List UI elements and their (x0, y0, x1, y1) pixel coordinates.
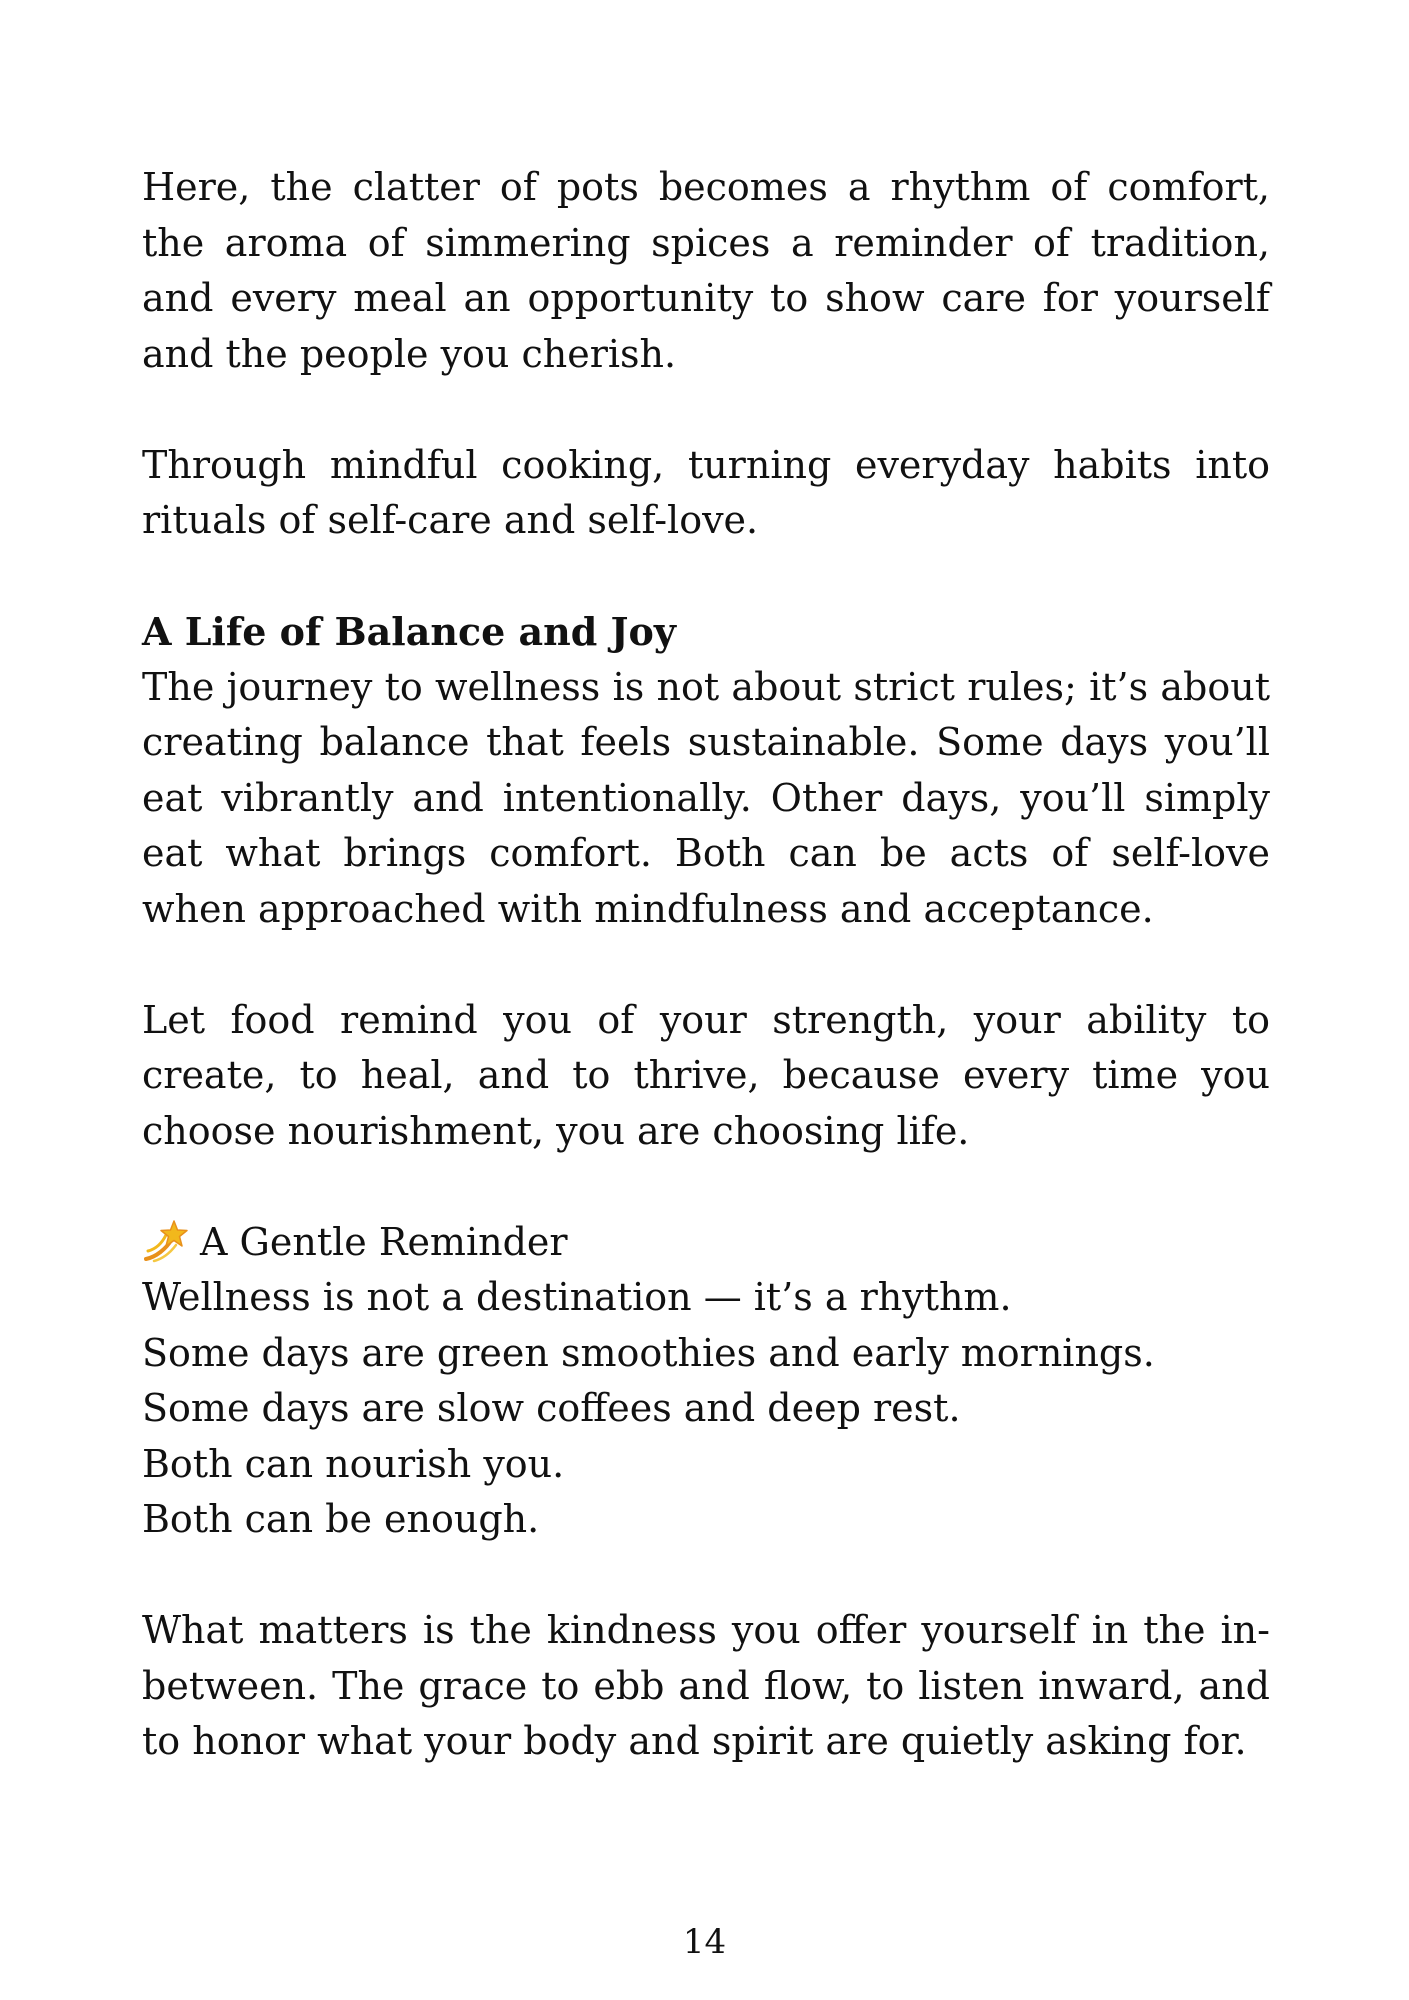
section-heading: A Life of Balance and Joy (142, 609, 676, 654)
reminder-title (142, 1215, 1270, 1271)
reminder-line: Wellness is not a destination — it’s a rhythm. (142, 1275, 1012, 1319)
paragraph-gap (142, 1159, 1270, 1215)
paragraph-kindness: What matters is the kindness you offer yourself in the in-between. The grace to ebb and flow, to listen inward, and to honor what your body and spirit are quietly asking for. (142, 1608, 1270, 1763)
paragraph-mindful-cooking: Through mindful cooking, turning everyday habits into rituals of self-care and self-love. (142, 442, 1270, 542)
paragraph-kitchen-rhythm: Here, the clatter of pots becomes a rhythm of comfort, the aroma of simmering spices a reminder of tradition, and every meal an opportunity to show care for yourself and the people you cherish. (142, 165, 1270, 376)
reminder-line: Both can nourish you. (142, 1441, 565, 1486)
paragraph-gap (142, 1548, 1270, 1604)
page-number: 14 (682, 1922, 727, 1962)
paragraph-gap (142, 382, 1270, 438)
dizzy-star-icon (142, 1219, 188, 1265)
reminder-line: Some days are green smoothies and early mornings. (142, 1330, 1155, 1375)
reminder-line: Both can be enough. (142, 1497, 540, 1541)
reminder-title-text: A Gentle Reminder (200, 1219, 568, 1264)
paragraph-gap (142, 549, 1270, 605)
paragraph-gap (142, 937, 1270, 993)
paragraph-food-strength: Let food remind you of your strength, your ability to create, to heal, and to thrive, because every time you choose nourishment, you are choosing life. (142, 997, 1270, 1153)
page-body (142, 160, 1270, 1770)
paragraph-journey-to-wellness: The journey to wellness is not about strict rules; it’s about creating balance that feels sustainable. Some days you’ll eat vibrantly and intentionally. Other days, you’ll simply eat what brings comfort. Both can be acts of self-love when approached with mindfulness and acceptance. (142, 664, 1270, 931)
reminder-line: Some days are slow coffees and deep rest. (142, 1386, 961, 1430)
